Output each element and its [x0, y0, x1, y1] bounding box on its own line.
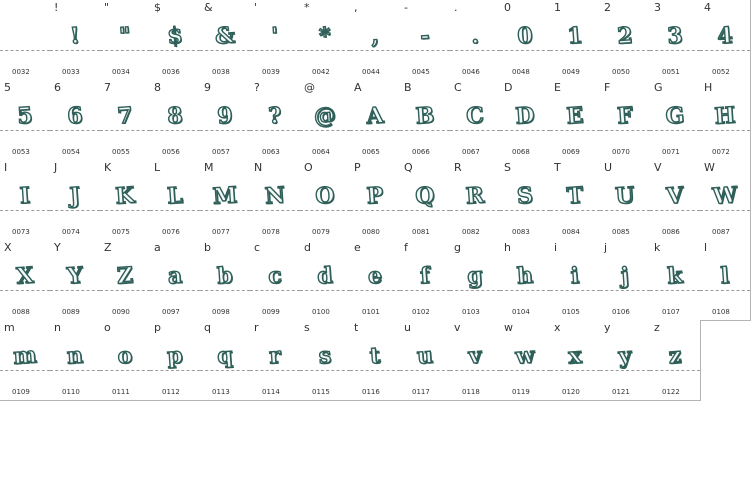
- glyph-sample: 4: [716, 22, 734, 50]
- glyph-sample: p: [166, 342, 184, 370]
- glyph-code: 0101: [362, 308, 380, 316]
- glyph-label: p: [154, 321, 161, 334]
- glyph-label: 4: [704, 1, 711, 14]
- glyph-label: !: [54, 1, 59, 14]
- glyph-sample: S: [516, 182, 534, 210]
- glyph-sample: 0: [516, 22, 534, 50]
- glyph-code: 0049: [562, 68, 580, 76]
- glyph-label: A: [354, 81, 362, 94]
- glyph-sample: W: [711, 182, 739, 210]
- glyph-sample: .: [470, 22, 480, 50]
- glyph-label: ?: [254, 81, 260, 94]
- glyph-sample: z: [667, 342, 683, 370]
- glyph-code: 0077: [212, 228, 230, 236]
- glyph-label: 9: [204, 81, 211, 94]
- glyph-code: 0086: [662, 228, 680, 236]
- glyph-cell[interactable]: [250, 240, 301, 321]
- glyph-label: z: [654, 321, 660, 334]
- glyph-code: 0046: [462, 68, 480, 76]
- glyph-code: 0111: [112, 388, 130, 396]
- glyph-sample: N: [264, 182, 286, 210]
- glyph-label: $: [154, 1, 161, 14]
- glyph-cell[interactable]: [700, 0, 751, 81]
- glyph-sample: P: [365, 182, 385, 210]
- glyph-cell[interactable]: [0, 240, 51, 321]
- glyph-cell[interactable]: [700, 160, 751, 241]
- glyph-cell[interactable]: [100, 0, 151, 81]
- glyph-code: 0090: [112, 308, 130, 316]
- glyph-sample: s: [317, 342, 333, 370]
- glyph-sample: 6: [66, 102, 84, 130]
- glyph-label: ': [254, 1, 258, 14]
- glyph-code: 0063: [262, 148, 280, 156]
- glyph-sample: r: [268, 342, 282, 370]
- glyph-sample: G: [664, 102, 686, 130]
- glyph-cell[interactable]: [150, 0, 201, 81]
- glyph-sample: !: [69, 22, 81, 50]
- glyph-label: 8: [154, 81, 161, 94]
- glyph-code: 0108: [712, 308, 730, 316]
- glyph-code: 0054: [62, 148, 80, 156]
- glyph-sample: 9: [216, 102, 234, 130]
- glyph-sample: y: [617, 342, 633, 370]
- glyph-label: i: [554, 241, 558, 254]
- glyph-sample: $: [166, 22, 184, 50]
- glyph-sample: Z: [116, 262, 134, 290]
- glyph-label: o: [104, 321, 111, 334]
- glyph-sample: X: [15, 262, 35, 290]
- glyph-sample: o: [116, 342, 134, 370]
- glyph-cell[interactable]: [600, 320, 651, 401]
- glyph-label: 0: [504, 1, 511, 14]
- glyph-sample: v: [467, 342, 483, 370]
- glyph-code: 0038: [212, 68, 230, 76]
- glyph-sample: &: [214, 22, 236, 50]
- glyph-sample: A: [365, 102, 385, 130]
- glyph-cell[interactable]: [700, 80, 751, 161]
- glyph-code: 0079: [312, 228, 330, 236]
- glyph-code: 0056: [162, 148, 180, 156]
- glyph-cell[interactable]: [150, 320, 201, 401]
- glyph-label: O: [304, 161, 313, 174]
- glyph-cell[interactable]: [100, 320, 151, 401]
- glyph-sample: 1: [566, 22, 584, 50]
- glyph-label: D: [504, 81, 513, 94]
- glyph-sample: M: [211, 182, 239, 210]
- glyph-label: K: [104, 161, 112, 174]
- glyph-cell[interactable]: [100, 160, 151, 241]
- glyph-label: h: [504, 241, 511, 254]
- glyph-code: 0065: [362, 148, 380, 156]
- glyph-cell[interactable]: [600, 240, 651, 321]
- glyph-label: L: [154, 161, 161, 174]
- glyph-code: 0039: [262, 68, 280, 76]
- glyph-sample: O: [314, 182, 336, 210]
- glyph-cell[interactable]: [450, 160, 501, 241]
- glyph-label: Q: [404, 161, 413, 174]
- glyph-label: R: [454, 161, 462, 174]
- glyph-sample: 3: [666, 22, 684, 50]
- glyph-cell[interactable]: [550, 240, 601, 321]
- glyph-cell[interactable]: [500, 80, 551, 161]
- glyph-code: 0106: [612, 308, 630, 316]
- glyph-sample: B: [414, 102, 436, 130]
- glyph-label: ,: [354, 1, 358, 14]
- glyph-code: 0052: [712, 68, 730, 76]
- glyph-code: 0104: [512, 308, 530, 316]
- glyph-label: G: [654, 81, 663, 94]
- glyph-code: 0109: [12, 388, 30, 396]
- glyph-cell[interactable]: [650, 160, 701, 241]
- glyph-cell[interactable]: [550, 80, 601, 161]
- glyph-code: 0112: [162, 388, 180, 396]
- glyph-cell[interactable]: [100, 240, 151, 321]
- glyph-sample: f: [419, 262, 431, 290]
- glyph-cell[interactable]: [200, 80, 251, 161]
- glyph-code: 0053: [12, 148, 30, 156]
- glyph-cell[interactable]: [600, 160, 651, 241]
- glyph-label: X: [4, 241, 12, 254]
- glyph-label: U: [604, 161, 613, 174]
- glyph-sample: u: [416, 342, 434, 370]
- glyph-sample: 5: [16, 102, 34, 130]
- glyph-code: 0084: [562, 228, 580, 236]
- glyph-code: 0097: [162, 308, 180, 316]
- glyph-code: 0066: [412, 148, 430, 156]
- glyph-label: s: [304, 321, 310, 334]
- glyph-code: 0082: [462, 228, 480, 236]
- glyph-label: E: [554, 81, 561, 94]
- glyph-cell[interactable]: [300, 320, 351, 401]
- glyph-sample: V: [665, 182, 685, 210]
- glyph-label: 2: [604, 1, 611, 14]
- glyph-label: C: [454, 81, 462, 94]
- glyph-cell[interactable]: [200, 0, 251, 81]
- glyph-cell[interactable]: [450, 80, 501, 161]
- glyph-code: 0042: [312, 68, 330, 76]
- baseline-guide: [0, 50, 50, 51]
- glyph-label: b: [204, 241, 211, 254]
- glyph-sample: w: [514, 342, 536, 370]
- glyph-code: 0045: [412, 68, 430, 76]
- glyph-code: 0071: [662, 148, 680, 156]
- glyph-cell[interactable]: [550, 320, 601, 401]
- glyph-code: 0105: [562, 308, 580, 316]
- glyph-sample: i: [569, 262, 581, 290]
- glyph-label: -: [404, 1, 408, 14]
- glyph-code: 0119: [512, 388, 530, 396]
- glyph-sample: c: [267, 262, 283, 290]
- glyph-code: 0121: [612, 388, 630, 396]
- glyph-label: .: [454, 1, 458, 14]
- glyph-sample: ?: [267, 102, 283, 130]
- glyph-label: 3: [654, 1, 661, 14]
- glyph-label: *: [304, 1, 310, 14]
- glyph-cell[interactable]: [250, 320, 301, 401]
- glyph-sample: l: [719, 262, 731, 290]
- glyph-code: 0102: [412, 308, 430, 316]
- glyph-code: 0100: [312, 308, 330, 316]
- glyph-code: 0051: [662, 68, 680, 76]
- glyph-code: 0116: [362, 388, 380, 396]
- glyph-label: x: [554, 321, 561, 334]
- glyph-sample: d: [316, 262, 334, 290]
- glyph-code: 0074: [62, 228, 80, 236]
- glyph-code: 0103: [462, 308, 480, 316]
- glyph-sample: 7: [116, 102, 134, 130]
- glyph-cell[interactable]: [150, 240, 201, 321]
- glyph-code: 0064: [312, 148, 330, 156]
- glyph-cell[interactable]: [400, 160, 451, 241]
- glyph-sample: ": [118, 22, 132, 50]
- glyph-code: 0088: [12, 308, 30, 316]
- glyph-cell[interactable]: [650, 80, 701, 161]
- glyph-cell[interactable]: [600, 80, 651, 161]
- glyph-cell[interactable]: [200, 160, 251, 241]
- glyph-sample: g: [466, 262, 484, 290]
- glyph-cell[interactable]: [0, 80, 51, 161]
- glyph-label: B: [404, 81, 412, 94]
- glyph-label: M: [204, 161, 214, 174]
- glyph-label: F: [604, 81, 611, 94]
- glyph-code: 0081: [412, 228, 430, 236]
- glyph-code: 0055: [112, 148, 130, 156]
- glyph-code: 0072: [712, 148, 730, 156]
- glyph-sample: U: [614, 182, 636, 210]
- glyph-cell[interactable]: [300, 80, 351, 161]
- glyph-label: I: [4, 161, 8, 174]
- glyph-sample: I: [18, 182, 32, 210]
- glyph-cell[interactable]: [150, 160, 201, 241]
- glyph-code: 0073: [12, 228, 30, 236]
- glyph-cell[interactable]: [50, 320, 101, 401]
- glyph-code: 0078: [262, 228, 280, 236]
- glyph-code: 0110: [62, 388, 80, 396]
- glyph-sample: 2: [616, 22, 634, 50]
- glyph-label: u: [404, 321, 411, 334]
- glyph-code: 0118: [462, 388, 480, 396]
- glyph-label: T: [554, 161, 561, 174]
- glyph-label: t: [354, 321, 359, 334]
- glyph-cell[interactable]: [250, 0, 301, 81]
- glyph-cell[interactable]: [650, 320, 701, 401]
- glyph-cell[interactable]: [0, 320, 51, 401]
- glyph-cell[interactable]: [0, 160, 51, 241]
- glyph-cell[interactable]: [50, 80, 101, 161]
- glyph-label: 1: [554, 1, 561, 14]
- glyph-label: n: [54, 321, 61, 334]
- glyph-cell[interactable]: [300, 160, 351, 241]
- glyph-sample: L: [166, 182, 184, 210]
- glyph-sample: T: [565, 182, 585, 210]
- glyph-label: v: [454, 321, 461, 334]
- glyph-sample: a: [166, 262, 184, 290]
- glyph-code: 0099: [262, 308, 280, 316]
- glyph-code: 0067: [462, 148, 480, 156]
- glyph-cell[interactable]: [350, 240, 401, 321]
- glyph-label: J: [54, 161, 58, 174]
- glyph-code: 0048: [512, 68, 530, 76]
- glyph-cell[interactable]: [550, 160, 601, 241]
- glyph-label: a: [154, 241, 161, 254]
- glyph-code: 0080: [362, 228, 380, 236]
- glyph-label: 7: [104, 81, 111, 94]
- glyph-cell[interactable]: [550, 0, 601, 81]
- glyph-sample: Y: [66, 262, 84, 290]
- glyph-cell[interactable]: [650, 240, 701, 321]
- glyph-label: m: [4, 321, 15, 334]
- glyph-sample: C: [465, 102, 485, 130]
- glyph-cell[interactable]: [400, 240, 451, 321]
- glyph-sample: h: [516, 262, 534, 290]
- glyph-code: 0085: [612, 228, 630, 236]
- glyph-cell[interactable]: [500, 320, 551, 401]
- glyph-sample: J: [68, 182, 82, 210]
- glyph-cell[interactable]: [0, 0, 51, 81]
- glyph-label: d: [304, 241, 311, 254]
- glyph-label: Z: [104, 241, 112, 254]
- glyph-cell[interactable]: [250, 160, 301, 241]
- glyph-code: 0036: [162, 68, 180, 76]
- glyph-cell[interactable]: [350, 160, 401, 241]
- glyph-sample: k: [666, 262, 684, 290]
- glyph-label: c: [254, 241, 261, 254]
- glyph-label: @: [304, 81, 315, 94]
- glyph-code: 0089: [62, 308, 80, 316]
- glyph-code: 0113: [212, 388, 230, 396]
- glyph-label: e: [354, 241, 361, 254]
- glyph-cell[interactable]: [50, 240, 101, 321]
- glyph-code: 0069: [562, 148, 580, 156]
- glyph-sample: @: [313, 102, 337, 130]
- glyph-code: 0044: [362, 68, 380, 76]
- glyph-sample: ,: [370, 22, 380, 50]
- glyph-code: 0114: [262, 388, 280, 396]
- glyph-sample: *: [318, 22, 332, 50]
- glyph-cell[interactable]: [450, 0, 501, 81]
- glyph-code: 0076: [162, 228, 180, 236]
- glyph-cell[interactable]: [350, 0, 401, 81]
- glyph-sample: n: [66, 342, 84, 370]
- glyph-cell[interactable]: [650, 0, 701, 81]
- glyph-cell[interactable]: [450, 320, 501, 401]
- glyph-label: V: [654, 161, 662, 174]
- glyph-cell[interactable]: [500, 160, 551, 241]
- glyph-sample: b: [216, 262, 234, 290]
- glyph-sample: ': [270, 22, 280, 50]
- glyph-cell[interactable]: [400, 0, 451, 81]
- glyph-cell[interactable]: [600, 0, 651, 81]
- glyph-sample: -: [419, 22, 431, 50]
- glyph-label: 6: [54, 81, 61, 94]
- glyph-code: 0120: [562, 388, 580, 396]
- glyph-code: 0070: [612, 148, 630, 156]
- glyph-sample: e: [367, 262, 383, 290]
- glyph-label: W: [704, 161, 715, 174]
- glyph-cell[interactable]: [50, 160, 101, 241]
- glyph-sample: t: [369, 342, 381, 370]
- glyph-code: 0034: [112, 68, 130, 76]
- glyph-sample: q: [216, 342, 234, 370]
- glyph-cell[interactable]: [250, 80, 301, 161]
- glyph-code: 0117: [412, 388, 430, 396]
- glyph-code: 0068: [512, 148, 530, 156]
- glyph-sample: m: [12, 342, 38, 370]
- glyph-sample: j: [620, 262, 630, 290]
- glyph-code: 0122: [662, 388, 680, 396]
- glyph-code: 0083: [512, 228, 530, 236]
- glyph-sample: H: [713, 102, 737, 130]
- glyph-cell[interactable]: [150, 80, 201, 161]
- glyph-code: 0115: [312, 388, 330, 396]
- glyph-code: 0098: [212, 308, 230, 316]
- glyph-label: 5: [4, 81, 11, 94]
- glyph-label: r: [254, 321, 259, 334]
- glyph-cell[interactable]: [200, 320, 251, 401]
- glyph-label: P: [354, 161, 361, 174]
- glyph-label: k: [654, 241, 661, 254]
- glyph-label: ": [104, 1, 110, 14]
- glyph-cell[interactable]: [450, 240, 501, 321]
- glyph-code: 0033: [62, 68, 80, 76]
- glyph-label: S: [504, 161, 511, 174]
- glyph-sample: x: [567, 342, 583, 370]
- glyph-cell[interactable]: [350, 320, 401, 401]
- glyph-cell[interactable]: [300, 240, 351, 321]
- glyph-sample: Q: [414, 182, 436, 210]
- glyph-label: j: [604, 241, 608, 254]
- glyph-cell[interactable]: [350, 80, 401, 161]
- glyph-sample: K: [114, 182, 136, 210]
- glyph-code: 0050: [612, 68, 630, 76]
- glyph-label: q: [204, 321, 211, 334]
- glyph-label: l: [704, 241, 708, 254]
- glyph-cell[interactable]: [300, 0, 351, 81]
- glyph-cell[interactable]: [500, 240, 551, 321]
- glyph-label: N: [254, 161, 263, 174]
- glyph-code: 0075: [112, 228, 130, 236]
- glyph-code: 0057: [212, 148, 230, 156]
- glyph-label: H: [704, 81, 713, 94]
- glyph-cell[interactable]: [50, 0, 101, 81]
- glyph-sample: D: [514, 102, 536, 130]
- glyph-sample: 8: [166, 102, 184, 130]
- glyph-cell[interactable]: [500, 0, 551, 81]
- glyph-label: &: [204, 1, 213, 14]
- glyph-label: Y: [54, 241, 61, 254]
- glyph-label: f: [404, 241, 408, 254]
- glyph-code: 0032: [12, 68, 30, 76]
- glyph-label: y: [604, 321, 611, 334]
- glyph-cell[interactable]: [400, 320, 451, 401]
- glyph-sample: F: [616, 102, 634, 130]
- glyph-label: w: [504, 321, 513, 334]
- glyph-cell[interactable]: [700, 240, 751, 321]
- glyph-label: g: [454, 241, 461, 254]
- glyph-code: 0087: [712, 228, 730, 236]
- glyph-sample: R: [464, 182, 486, 210]
- glyph-cell[interactable]: [200, 240, 251, 321]
- glyph-cell[interactable]: [100, 80, 151, 161]
- glyph-sample: E: [565, 102, 585, 130]
- glyph-code: 0107: [662, 308, 680, 316]
- glyph-cell[interactable]: [400, 80, 451, 161]
- glyph-sample: [0, 19, 50, 22]
